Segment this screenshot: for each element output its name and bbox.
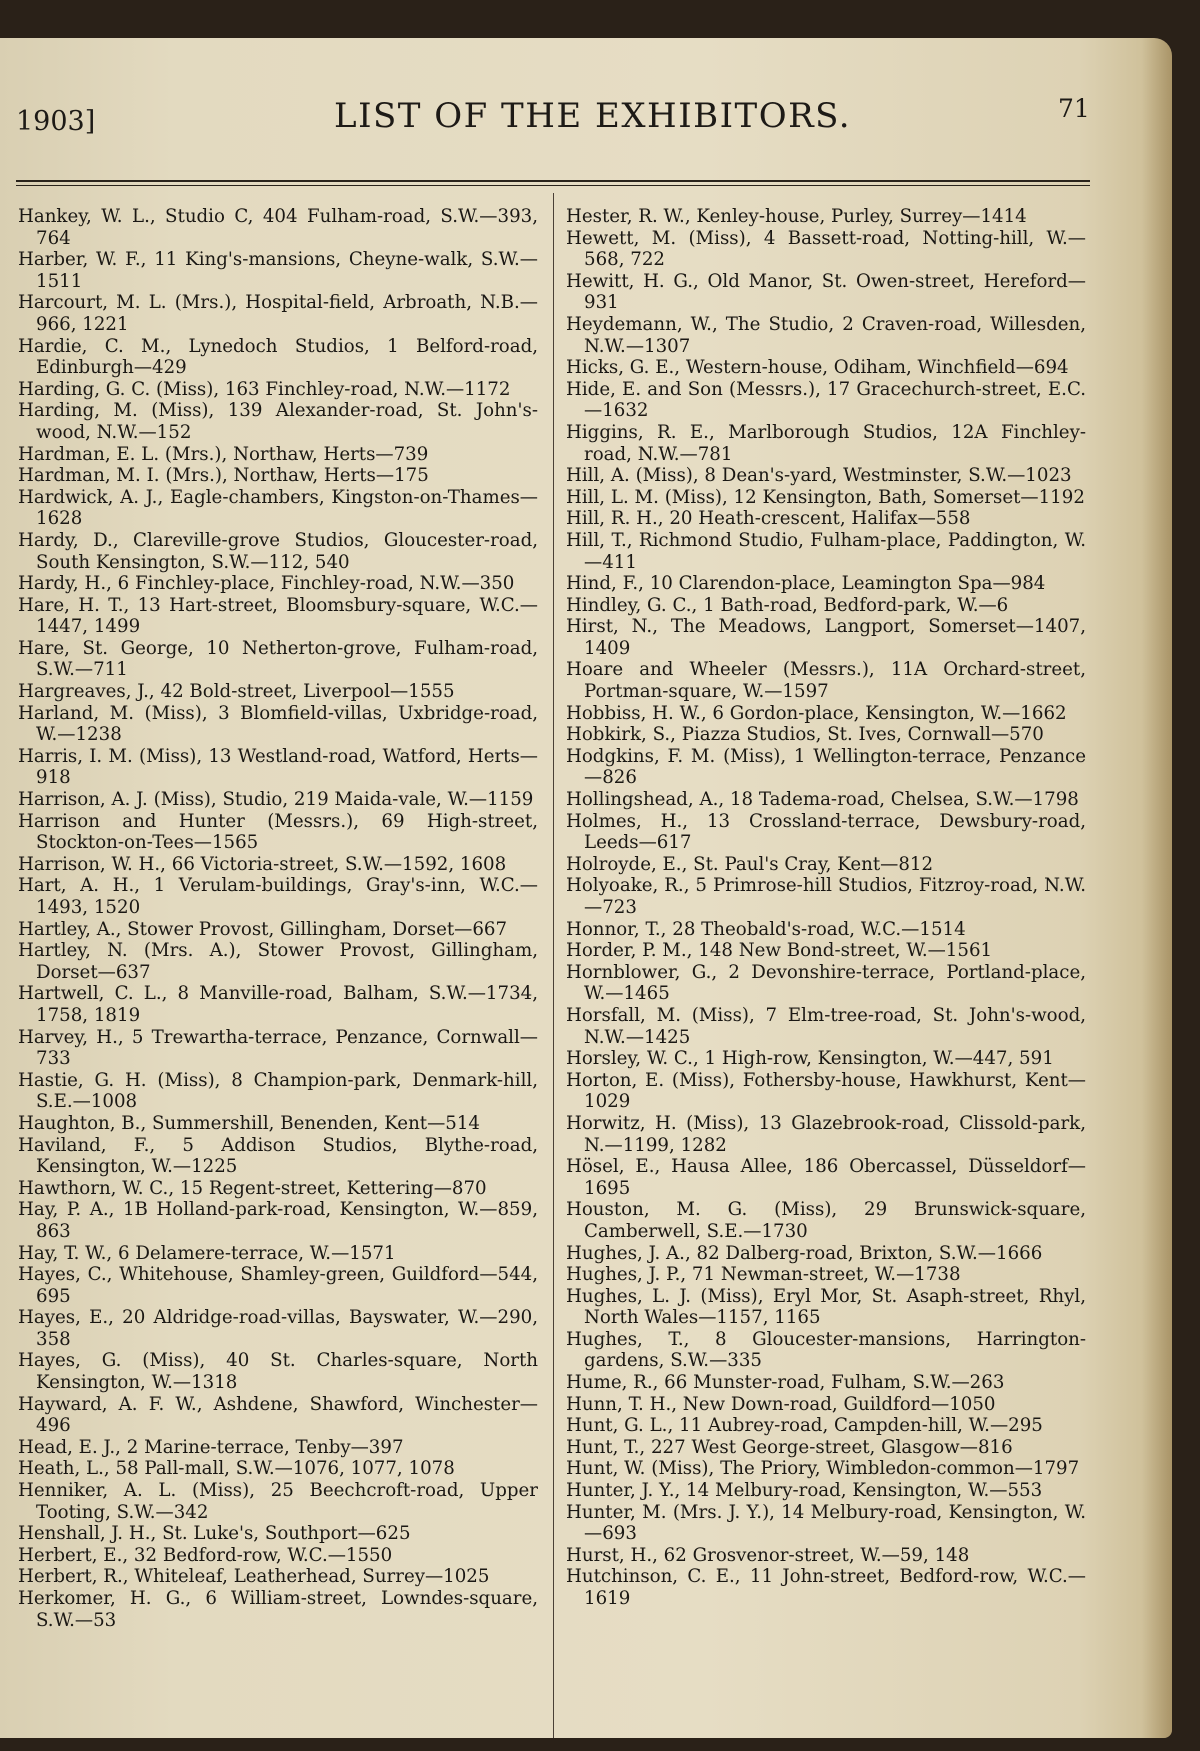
exhibitor-entry: Hayes, E., 20 Aldridge-road-villas, Bayswater, W.—290, 358	[18, 1307, 538, 1350]
exhibitor-entry: Holyoake, R., 5 Primrose-hill Studios, Fitzroy-road, N.W.—723	[566, 875, 1086, 918]
exhibitor-entry: Harding, M. (Miss), 139 Alexander-road, St. John's-wood, N.W.—152	[18, 400, 538, 443]
right-column	[566, 206, 1086, 1610]
exhibitor-entry: Hunt, G. L., 11 Aubrey-road, Campden-hill, W.—295	[566, 1415, 1043, 1437]
exhibitor-entry: Haughton, B., Summershill, Benenden, Kent—514	[18, 1112, 480, 1134]
exhibitor-entry: Harcourt, M. L. (Mrs.), Hospital-field, Arbroath, N.B.—966, 1221	[18, 292, 538, 335]
header-rule-thin	[16, 185, 1090, 186]
exhibitor-entry: Hayes, C., Whitehouse, Shamley-green, Guildford—544, 695	[18, 1264, 538, 1307]
exhibitor-entry: Harland, M. (Miss), 3 Blomfield-villas, Uxbridge-road, W.—1238	[18, 702, 538, 746]
exhibitor-entry: Hunter, J. Y., 14 Melbury-road, Kensington, W.—553	[566, 1480, 1043, 1502]
exhibitor-entry: Head, E. J., 2 Marine-terrace, Tenby—397	[18, 1436, 404, 1458]
exhibitor-entry: Hutchinson, C. E., 11 John-street, Bedford-row, W.C.—1619	[566, 1566, 1086, 1609]
exhibitor-entry: Hardman, E. L. (Mrs.), Northaw, Herts—739	[18, 443, 429, 465]
exhibitor-entry: Hobkirk, S., Piazza Studios, St. Ives, Cornwall—570	[566, 724, 1044, 746]
exhibitor-entry: Harrison and Hunter (Messrs.), 69 High-street, Stockton-on-Tees—1565	[18, 810, 538, 854]
exhibitor-entry: Hind, F., 10 Clarendon-place, Leamington Spa—984	[566, 573, 1046, 595]
page-number: 71	[1058, 94, 1090, 123]
exhibitor-entry: Hide, E. and Son (Messrs.), 17 Gracechurch-street, E.C.—1632	[566, 378, 1086, 422]
exhibitor-entry: Hardy, H., 6 Finchley-place, Finchley-road, N.W.—350	[18, 573, 515, 595]
exhibitor-entry: Hay, P. A., 1B Holland-park-road, Kensington, W.—859, 863	[18, 1199, 538, 1242]
exhibitor-entry: Houston, M. G. (Miss), 29 Brunswick-square, Camberwell, S.E.—1730	[566, 1199, 1086, 1242]
exhibitor-entry: Harrison, W. H., 66 Victoria-street, S.W.—1592, 1608	[18, 853, 507, 875]
exhibitor-entry: Hirst, N., The Meadows, Langport, Somerset—1407, 1409	[566, 616, 1086, 659]
exhibitor-entry: Hester, R. W., Kenley-house, Purley, Surrey—1414	[566, 206, 1027, 227]
exhibitor-entry: Hunt, W. (Miss), The Priory, Wimbledon-common—1797	[566, 1458, 1080, 1480]
exhibitor-entry: Hicks, G. E., Western-house, Odiham, Winchfield—694	[566, 357, 1069, 379]
exhibitor-entry: Hobbiss, H. W., 6 Gordon-place, Kensington, W.—1662	[566, 702, 1067, 724]
exhibitor-entry: Heath, L., 58 Pall-mall, S.W.—1076, 1077, 1078	[18, 1458, 455, 1480]
exhibitor-entry: Harris, I. M. (Miss), 13 Westland-road, Watford, Herts—918	[18, 745, 538, 789]
book-page	[0, 38, 1172, 1738]
page-title: LIST OF THE EXHIBITORS.	[334, 96, 852, 136]
exhibitor-entry: Henniker, A. L. (Miss), 25 Beechcroft-road, Upper Tooting, S.W.—342	[18, 1480, 538, 1523]
page-header	[0, 90, 1172, 140]
exhibitor-entry: Hewett, M. (Miss), 4 Bassett-road, Notting-hill, W.—568, 722	[566, 227, 1086, 271]
exhibitor-entry: Hargreaves, J., 42 Bold-street, Liverpool—1555	[18, 681, 455, 703]
exhibitor-entry: Hollingshead, A., 18 Tadema-road, Chelsea, S.W.—1798	[566, 789, 1079, 811]
exhibitor-entry: Horsfall, M. (Miss), 7 Elm-tree-road, St. John's-wood, N.W.—1425	[566, 1004, 1086, 1048]
exhibitor-entry: Hill, T., Richmond Studio, Fulham-place, Paddington, W.—411	[566, 529, 1086, 573]
exhibitor-entry: Hunter, M. (Mrs. J. Y.), 14 Melbury-road, Kensington, W.—693	[566, 1501, 1086, 1545]
exhibitor-entry: Hunt, T., 227 West George-street, Glasgow—816	[566, 1436, 1013, 1458]
exhibitor-entry: Hughes, T., 8 Gloucester-mansions, Harrington-gardens, S.W.—335	[566, 1328, 1086, 1372]
exhibitor-entry: Holroyde, E., St. Paul's Cray, Kent—812	[566, 853, 934, 875]
exhibitor-entry: Herbert, R., Whiteleaf, Leatherhead, Surrey—1025	[18, 1566, 490, 1588]
exhibitor-entry: Hayward, A. F. W., Ashdene, Shawford, Winchester—496	[18, 1393, 538, 1437]
column-divider	[553, 193, 554, 1738]
exhibitor-entry: Hart, A. H., 1 Verulam-buildings, Gray's-inn, W.C.—1493, 1520	[18, 875, 538, 918]
left-column	[18, 206, 538, 1631]
exhibitor-entry: Hurst, H., 62 Grosvenor-street, W.—59, 148	[566, 1544, 970, 1566]
exhibitor-entry: Henshall, J. H., St. Luke's, Southport—625	[18, 1523, 411, 1545]
exhibitor-entry: Hill, A. (Miss), 8 Dean's-yard, Westminster, S.W.—1023	[566, 465, 1072, 487]
exhibitor-entry: Hardy, D., Clareville-grove Studios, Gloucester-road, South Kensington, S.W.—112, 540	[18, 529, 538, 573]
exhibitor-entry: Hardwick, A. J., Eagle-chambers, Kingston-on-Thames—1628	[18, 486, 538, 530]
exhibitor-entry: Hawthorn, W. C., 15 Regent-street, Kettering—870	[18, 1177, 487, 1199]
exhibitor-entry: Hughes, J. P., 71 Newman-street, W.—1738	[566, 1264, 961, 1286]
exhibitor-entry: Herkomer, H. G., 6 William-street, Lowndes-square, S.W.—53	[18, 1588, 538, 1631]
exhibitor-entry: Horton, E. (Miss), Fothersby-house, Hawkhurst, Kent—1029	[566, 1069, 1086, 1113]
exhibitor-entry: Hay, T. W., 6 Delamere-terrace, W.—1571	[18, 1242, 396, 1264]
exhibitor-entry: Hare, St. George, 10 Netherton-grove, Fulham-road, S.W.—711	[18, 637, 538, 681]
exhibitor-entry: Harvey, H., 5 Trewartha-terrace, Penzance, Cornwall—733	[18, 1026, 538, 1070]
header-rule	[16, 180, 1090, 182]
exhibitor-entry: Hughes, L. J. (Miss), Eryl Mor, St. Asaph-street, Rhyl, North Wales—1157, 1165	[566, 1285, 1086, 1329]
exhibitor-entry: Horder, P. M., 148 New Bond-street, W.—1561	[566, 940, 993, 962]
exhibitor-entry: Hornblower, G., 2 Devonshire-terrace, Portland-place, W.—1465	[566, 961, 1086, 1005]
header-year: 1903]	[16, 106, 96, 137]
exhibitor-entry: Hill, L. M. (Miss), 12 Kensington, Bath, Somerset—1192	[566, 486, 1085, 508]
exhibitor-entry: Hankey, W. L., Studio C, 404 Fulham-road, S.W.—393, 764	[18, 206, 538, 249]
exhibitor-entry: Hume, R., 66 Munster-road, Fulham, S.W.—263	[566, 1372, 1005, 1394]
exhibitor-entry: Hartley, N. (Mrs. A.), Stower Provost, Gillingham, Dorset—637	[18, 940, 538, 983]
exhibitor-entry: Hughes, J. A., 82 Dalberg-road, Brixton, S.W.—1666	[566, 1242, 1043, 1264]
exhibitor-entry: Hodgkins, F. M. (Miss), 1 Wellington-terrace, Penzance—826	[566, 745, 1086, 789]
exhibitor-entry: Hastie, G. H. (Miss), 8 Champion-park, Denmark-hill, S.E.—1008	[18, 1069, 538, 1113]
exhibitor-entry: Heydemann, W., The Studio, 2 Craven-road, Willesden, N.W.—1307	[566, 313, 1086, 357]
exhibitor-entry: Hewitt, H. G., Old Manor, St. Owen-street, Hereford—931	[566, 270, 1086, 314]
exhibitor-entry: Hardie, C. M., Lynedoch Studios, 1 Belford-road, Edinburgh—429	[18, 335, 538, 379]
exhibitor-entry: Hindley, G. C., 1 Bath-road, Bedford-park, W.—6	[566, 594, 1009, 616]
exhibitor-entry: Holmes, H., 13 Crossland-terrace, Dewsbury-road, Leeds—617	[566, 810, 1086, 854]
exhibitor-entry: Harrison, A. J. (Miss), Studio, 219 Maida-vale, W.—1159	[18, 789, 534, 811]
exhibitor-entry: Hill, R. H., 20 Heath-crescent, Halifax—558	[566, 508, 971, 530]
exhibitor-entry: Hoare and Wheeler (Messrs.), 11A Orchard-street, Portman-square, W.—1597	[566, 659, 1086, 703]
exhibitor-entry: Honnor, T., 28 Theobald's-road, W.C.—1514	[566, 918, 966, 940]
exhibitor-entry: Hartley, A., Stower Provost, Gillingham, Dorset—667	[18, 918, 508, 940]
exhibitor-entry: Hartwell, C. L., 8 Manville-road, Balham, S.W.—1734, 1758, 1819	[18, 983, 538, 1026]
exhibitor-entry: Herbert, E., 32 Bedford-row, W.C.—1550	[18, 1544, 393, 1566]
exhibitor-entry: Hare, H. T., 13 Hart-street, Bloomsbury-square, W.C.—1447, 1499	[18, 594, 538, 638]
exhibitor-entry: Higgins, R. E., Marlborough Studios, 12A Finchley-road, N.W.—781	[566, 421, 1086, 465]
exhibitor-entry: Harber, W. F., 11 King's-mansions, Cheyne-walk, S.W.—1511	[18, 249, 538, 292]
exhibitor-entry: Hayes, G. (Miss), 40 St. Charles-square, North Kensington, W.—1318	[18, 1350, 538, 1394]
exhibitor-entry: Horsley, W. C., 1 High-row, Kensington, W.—447, 591	[566, 1048, 1054, 1070]
exhibitor-entry: Hardman, M. I. (Mrs.), Northaw, Herts—175	[18, 465, 429, 487]
exhibitor-entry: Hösel, E., Hausa Allee, 186 Obercassel, Düsseldorf—1695	[566, 1156, 1086, 1199]
exhibitor-entry: Haviland, F., 5 Addison Studios, Blythe-road, Kensington, W.—1225	[18, 1134, 538, 1178]
exhibitor-entry: Horwitz, H. (Miss), 13 Glazebrook-road, Clissold-park, N.—1199, 1282	[566, 1112, 1086, 1156]
exhibitor-entry: Hunn, T. H., New Down-road, Guildford—1050	[566, 1393, 996, 1415]
exhibitor-entry: Harding, G. C. (Miss), 163 Finchley-road, N.W.—1172	[18, 378, 511, 400]
